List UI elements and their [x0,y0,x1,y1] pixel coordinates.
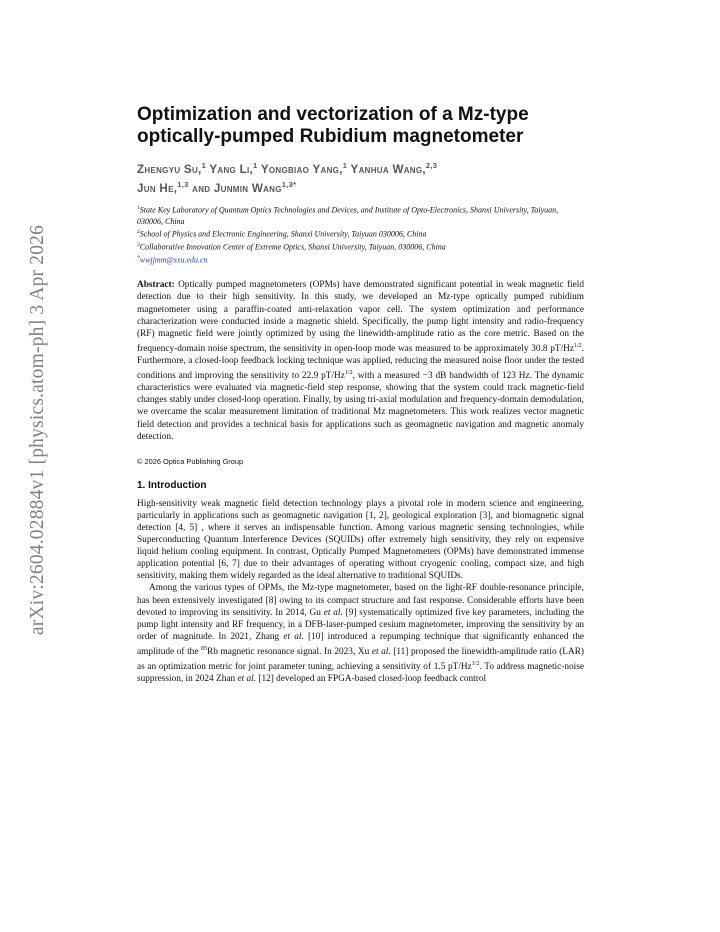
copyright-notice: © 2026 Optica Publishing Group [137,456,244,466]
abstract-label: Abstract: [137,280,175,291]
affiliation: $^2$School of Physics and Electronic Engineering, Shanxi University, Taiyuan 030006, China [137,228,427,239]
author: Yanhua Wang,$^{2,3}$ [350,161,438,176]
arxiv-identifier: arXiv:2604.02884v1 [physics.atom-ph] 3 Apr 2026 [27,224,48,636]
paragraph: High-sensitivity weak magnetic field detection technology plays a pivotal role in modern science and engineering, particularly in applications such as geomagnetic navigation [1, 2], geological exploration [3], and biomagnetic signal detection [4, 5] , where it serves an indispensable function. Among various magnetic sensing technologies, while Superconducting Quantum Interference Devices (SQUIDs) offer extremely high sensitivity, they rely on expensive liquid helium cooling equipment. In contrast, Optically Pumped Magnetometers (OPMs) have demonstrated immense application potential [6, 7] due to their advantages of operating without cryogenic cooling, compact size, and high sensitivity, making them widely regarded as the ideal alternative to traditional SQUIDs. [137,498,584,582]
affiliations [137,203,584,266]
affiliation: $^3$Collaborative Innovation Center of Extreme Optics, Shanxi University, Taiyuan, 030006, China [137,241,446,252]
arxiv-sidebar [18,190,58,670]
corresponding-email[interactable]: *wwjjmm@sxu.edu.cn [137,254,208,265]
section-heading-introduction: 1. Introduction [137,479,207,491]
paper-page [137,104,584,685]
author: Jun He,$^{1,3}$ [137,180,189,196]
author: Yang Li,$^1$ [209,161,258,176]
introduction-body [137,498,584,686]
paragraph: Among the various types of OPMs, the Mz-type magnetometer, based on the light-RF double-resonance principle, has been extensively investigated [8] owing to its compact structure and fast response. Considerable efforts have been devoted to improving its sensitivity. In 2014, Gu et al. [9] systematically optimized five key parameters, including the pump light intensity and RF frequency, in a DFB-laser-pumped cesium magnetometer, improving the sensitivity by an order of magnitude. In 2021, Zhang et al. [10] introduced a repumping technique that significantly enhanced the amplitude of the $^{85}$Rb magnetic resonance signal. In 2023, Xu et al. [11] proposed the linewidth-amplitude ratio (LAR) as an optimization metric for joint parameter tuning, achieving a sensitivity of 1.5 $pT/Hz^{1/2}$. To address magnetic-noise suppression, in 2024 Zhan et al. [12] developed an FPGA-based closed-loop feedback control [137,583,584,685]
author: Zhengyu Su,$^1$ [137,161,207,176]
affiliation: $^1$State Key Laboratory of Quantum Optics Technologies and Devices, and Institute of Opto-Electronics, Shanxi University, Taiyuan, 030006, China [137,204,559,226]
author: Yongbiao Yang,$^1$ [260,161,348,176]
abstract: Abstract: Optically pumped magnetometers (OPMs) have demonstrated significant potential in weak magnetic field detection due to their high sensitivity. In this study, we developed an Mz-type optically pumped rubidium magnetometer using a paraffin-coated anti-relaxation vapor cell. The system optimization and performance characterization were conducted inside a magnetic shield. Specifically, the pump light intensity and radio-frequency (RF) magnetic field were jointly optimized by using the linewidth-amplitude ratio as the core metric. Based on the frequency-domain noise spectrum, the sensitivity in open-loop mode was measured to be approximately 30.8 $pT/Hz^{1/2}$. Furthermore, a closed-loop feedback locking technique was applied, reducing the measured noise floor under the tested conditions and improving the sensitivity to 22.9 $pT/Hz^{1/2}$, with a measured −3 dB bandwidth of 123 Hz. The dynamic characteristics were evaluated via magnetic-field step response, showing that the system could track magnetic-field changes stably under closed-loop operation. Finally, by using tri-axial modulation and frequency-domain demodulation, we overcame the scalar measurement limitation of traditional Mz magnetometers. This work realizes vector magnetic field detection and provides a technical basis for applications such as geomagnetic navigation and magnetic anomaly detection. [137,280,585,442]
author-list [137,158,584,197]
paper-title: Optimization and vectorization of a Mz-type optically-pumped Rubidium magnetometer [137,104,529,147]
author: and Junmin Wang$^{1,3*}$ [192,180,297,196]
